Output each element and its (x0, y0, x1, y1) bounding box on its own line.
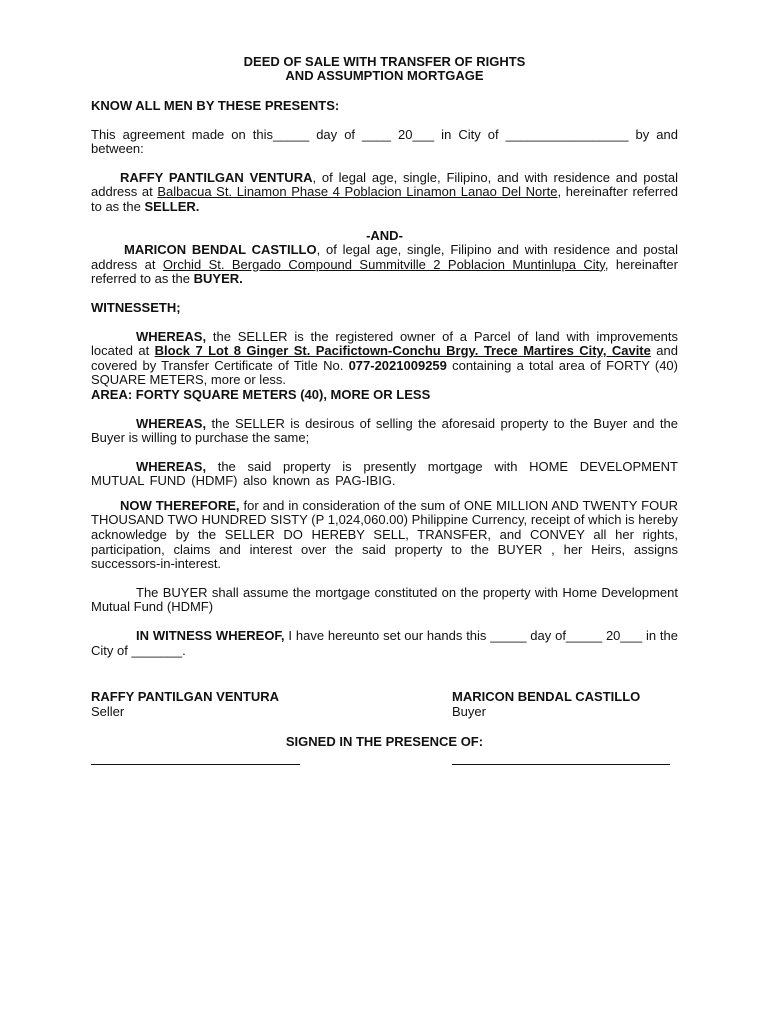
buyer-paragraph (91, 243, 678, 287)
buyer-role: BUYER. (193, 271, 243, 287)
witness-signature-line-left[interactable] (91, 764, 300, 765)
whereas1-paragraph (91, 330, 678, 388)
witness-whereof-lead: IN WITNESS WHEREOF, (136, 628, 285, 644)
witness-whereof-text: I have hereunto set our hands this _____ day of_____ 20___ in the City of _______. (91, 628, 678, 658)
document-title-line2: AND ASSUMPTION MORTGAGE (285, 68, 484, 83)
deed-document (91, 55, 678, 658)
and-label: -AND- (366, 227, 403, 243)
whereas1-title-number: 077-2021009259 (348, 357, 447, 373)
signature-buyer-role: Buyer (452, 703, 486, 719)
now-therefore-paragraph (91, 499, 678, 572)
buyer-text1: , of legal age, single, Filipino and with residence and postal address at (91, 242, 678, 272)
seller-name: RAFFY PANTILGAN VENTURA (120, 169, 313, 185)
buyer-text2: , hereinafter referred to as the (91, 256, 678, 287)
seller-text1: , of legal age, single, Filipino, and with residence and postal address at (91, 169, 678, 200)
seller-role: SELLER. (144, 198, 200, 214)
signature-seller-name: RAFFY PANTILGAN VENTURA (91, 689, 280, 704)
signed-presence-heading: SIGNED IN THE PRESENCE OF: (285, 734, 484, 749)
buyer-signature (452, 690, 640, 719)
whereas1-text3: containing a total area of FORTY (40) SQUARE METERS, more or less. (91, 357, 678, 388)
buyer-address: Orchid St. Bergado Compound Summitville 2 Poblacion Muntinlupa City (162, 256, 605, 272)
whereas3-paragraph (91, 460, 678, 489)
area-line: AREA: FORTY SQUARE METERS (40), MORE OR LESS (91, 386, 431, 402)
intro-paragraph: This agreement made on this_____ day of ____ 20___ in City of _________________ by and between: (91, 126, 678, 157)
know-all-heading: KNOW ALL MEN BY THESE PRESENTS: (91, 98, 340, 113)
whereas2-lead: WHEREAS, (136, 415, 207, 431)
whereas3-text: the said property is presently mortgage with HOME DEVELOPMENT MUTUAL FUND (HDMF) also known as PAG-IBIG. (91, 458, 678, 489)
signature-buyer-name: MARICON BENDAL CASTILLO (452, 689, 641, 704)
seller-paragraph (91, 171, 678, 215)
whereas2-text: the SELLER is desirous of selling the aforesaid property to the Buyer and the Buyer is willing to purchase the same; (91, 415, 678, 446)
whereas1-location: Block 7 Lot 8 Ginger St. Pacifictown-Conchu Brgy. Trece Martires City, Cavite (154, 343, 651, 359)
witness-whereof-paragraph (91, 629, 678, 658)
whereas1-text1: the SELLER is the registered owner of a Parcel of land with improvements located at (91, 328, 678, 359)
seller-signature (91, 690, 279, 719)
assume-mortgage-paragraph: The BUYER shall assume the mortgage constituted on the property with Home Development Mutual Fund (HDMF) (91, 584, 678, 615)
whereas1-text2: and covered by Transfer Certificate of Title No. (91, 343, 678, 373)
whereas1-lead: WHEREAS, (136, 328, 207, 344)
now-therefore-lead: NOW THEREFORE, (120, 497, 240, 513)
whereas3-lead: WHEREAS, (136, 458, 207, 474)
seller-address: Balbacua St. Linamon Phase 4 Poblacion Linamon Lanao Del Norte (157, 184, 558, 200)
witnesseth-heading: WITNESSETH; (91, 299, 181, 315)
seller-text2: , hereinafter referred to as the (91, 184, 678, 214)
signature-seller-role: Seller (91, 703, 125, 719)
witness-signature-line-right[interactable] (452, 764, 670, 765)
document-title-line1: DEED OF SALE WITH TRANSFER OF RIGHTS (243, 54, 526, 69)
whereas2-paragraph (91, 417, 678, 446)
now-therefore-text: for and in consideration of the sum of ONE MILLION AND TWENTY FOUR THOUSAND TWO HUNDRED SISTY (P 1,024,060.00) Philippine Currency, receipt of which is hereby acknowledge by the SELLER DO HEREBY SELL, TRANSFER, and CONVEY all her rights, participation, claims and interest over the said property to the BUYER , her Heirs, assigns successors-in-interest. (91, 497, 678, 572)
buyer-name: MARICON BENDAL CASTILLO (124, 242, 317, 258)
